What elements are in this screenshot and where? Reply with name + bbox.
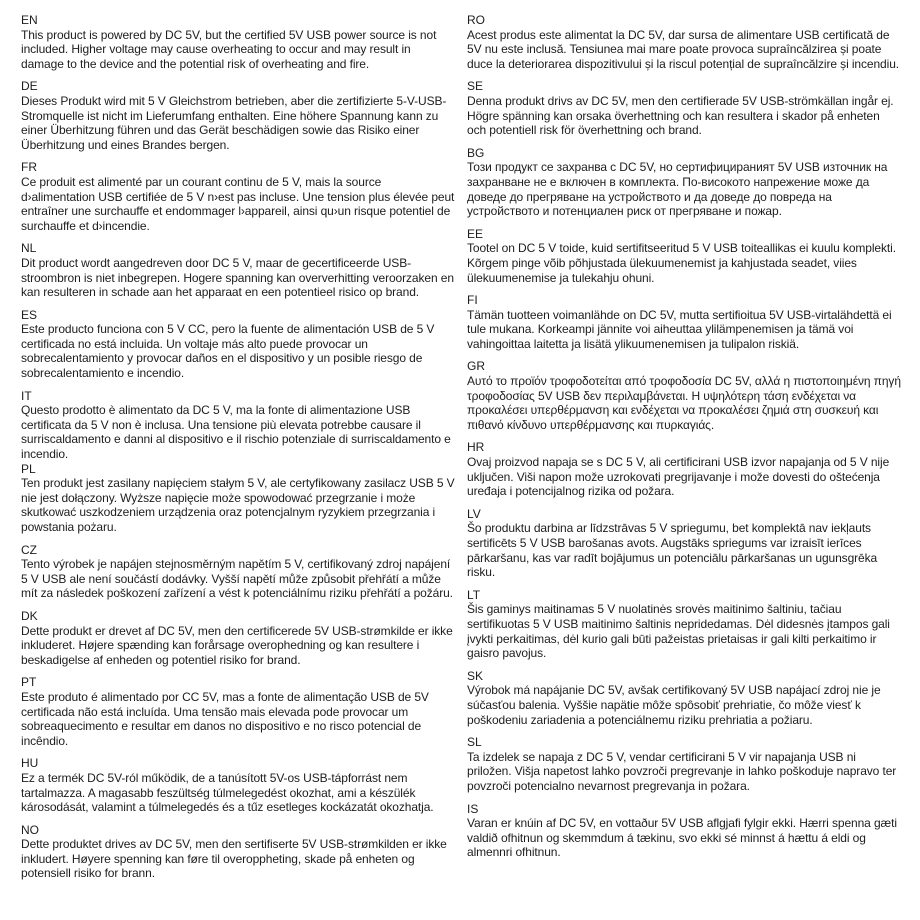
lang-section-en [21, 13, 455, 71]
lang-text: Dieses Produkt wird mit 5 V Gleichstrom betrieben, aber die zertifizierte 5-V-USB-Stromquelle ist nicht im Lieferumfang enthalten. Eine höhere Spannung kann zu einer Überhitzung führen und das Gerät beschädigen sowie das Risiko einer Überhitzung und eines Brandes bergen. [21, 93, 447, 152]
lang-code: IS [467, 801, 479, 816]
lang-section-fr [21, 160, 455, 233]
lang-code: ES [21, 307, 38, 322]
lang-text: Dette produkt er drevet af DC 5V, men den certificerede 5V USB-strømkilde er ikke inkluderet. Højere spænding kan forårsage overophedning og kan resultere i beskadigelse af enheden og potentiel risiko for brand. [21, 623, 453, 667]
lang-section-sl [467, 735, 901, 793]
lang-text: Ta izdelek se napaja z DC 5 V, vendar certificirani 5 V vir napajanja USB ni priložen. Višja napetost lahko povzroči pregrevanje in lahko poškoduje napravo ter povzroči potencialno nevarnost pregrevanja in požara. [467, 749, 897, 793]
lang-text: Šo produktu darbina ar līdzstrāvas 5 V spriegumu, bet komplektā nav iekļauts sertificēts 5 V USB barošanas avots. Augstāks spriegums var izraisīt ierīces pārkaršanu, kas var radīt bojājumus un potenciālu pārkaršanas un ugunsgrēka risku. [467, 521, 878, 580]
lang-text: Dette produktet drives av DC 5V, men den sertifiserte 5V USB-strømkilden er ikke inkludert. Høyere spenning kan føre til overoppheting, skade på enheten og potensiell risiko for brann. [21, 837, 447, 881]
lang-code: LT [467, 587, 481, 602]
lang-section-cz [21, 543, 455, 601]
lang-code: LV [467, 506, 481, 521]
lang-section-no [21, 823, 455, 881]
lang-text: Tämän tuotteen voimanlähde on DC 5V, mutta sertifioitua 5V USB-virtalähdettä ei tule mukana. Korkeampi jännite voi aiheuttaa ylilämpenemisen ja tämä voi vahingoittaa laitetta ja lisätä ylikuumenemisen ja tulipalon riskiä. [467, 307, 892, 351]
lang-section-gr [467, 359, 901, 432]
lang-section-pl [21, 462, 455, 535]
lang-text: Ce produit est alimenté par un courant continu de 5 V, mais la source d›alimentation USB certifiée de 5 V n›est pas incluse. Une tension plus élevée peut entraîner une surchauffe et endommager l›appareil, ainsi qu›un risque potentiel de surchauffe et d›incendie. [21, 174, 455, 233]
lang-section-es [21, 308, 455, 381]
lang-section-lv [467, 507, 901, 580]
lang-text: Ovaj proizvod napaja se s DC 5 V, ali certificirani USB izvor napajanja od 5 V nije uključen. Viši napon može uzrokovati pregrijavanje i može dovesti do oštećenja uređaja i potencijalnog rizika od požara. [467, 455, 890, 499]
lang-code: PL [21, 461, 36, 476]
lang-text: Este producto funciona con 5 V CC, pero la fuente de alimentación USB de 5 V certificada no está incluida. Un voltaje más alto puede provocar un sobrecalentamiento y provocar daños en el dispositivo y un posible riesgo de sobrecalentamiento e incendio. [21, 322, 435, 381]
lang-code: EE [467, 226, 484, 241]
lang-text: Tento výrobek je napájen stejnosměrným napětím 5 V, certifikovaný zdroj napájení 5 V USB ale není součástí dodávky. Vyšší napětí může způsobit přehřátí a může mít za následek poškození zařízení a vést k potenciálnímu riziku přehřátí a požáru. [21, 557, 453, 601]
lang-code: CZ [21, 542, 37, 557]
lang-code: SE [467, 79, 484, 94]
lang-section-se [467, 79, 901, 137]
lang-text: Ez a termék DC 5V-ról működik, de a tanúsított 5V-os USB-tápforrást nem tartalmazza. A magasabb feszültség túlmelegedést okozhat, ami a készülék károsodását, valamint a túlmelegedés és a tűz esetleges kockázatát okozhatja. [21, 770, 434, 815]
lang-code: SK [467, 668, 484, 683]
lang-code: FR [21, 160, 37, 175]
lang-text: Dit product wordt aangedreven door DC 5 V, maar de gecertificeerde USB-stroombron is niet inbegrepen. Hogere spanning kan oververhitting veroorzaken en kan resulteren in schade aan het apparaat en een potentieel risico op brand. [21, 255, 454, 300]
lang-text: Šis gaminys maitinamas 5 V nuolatinės srovės maitinimo šaltiniu, tačiau sertifikuotas 5 V USB maitinimo šaltinis nepridedamas. Dėl didesnės įtampos gali įvykti perkaitimas, dėl kurio gali būti pažeistas prietaisas ir gali kilti perkaitimo ir gaisro pavojus. [467, 602, 890, 661]
lang-text: Este produto é alimentado por CC 5V, mas a fonte de alimentação USB de 5V certificada não está incluída. Uma tensão mais elevada pode provocar um sobreaquecimento e resultar em danos no dispositivo e no risco potencial de incêndio. [21, 689, 429, 748]
lang-code: IT [21, 388, 32, 403]
lang-text: Tootel on DC 5 V toide, kuid sertifitseeritud 5 V USB toiteallikas ei kuulu komplekti. Kõrgem pinge võib põhjustada ülekuumenemist ja kahjustada seadet, viies ülekuumenemise ja tulekahju ohuni. [467, 241, 896, 285]
lang-code: RO [467, 13, 485, 27]
lang-text: Acest produs este alimentat la DC 5V, dar sursa de alimentare USB certificată de 5V nu este inclusă. Tensiunea mai mare poate provoca supraîncălzirea și poate duce la deteriorarea dispozitivului și la riscul potențial de supraîncălzire și incendiu. [467, 27, 900, 71]
lang-code: DE [21, 79, 38, 94]
lang-code: NO [21, 822, 39, 837]
lang-section-hr [467, 440, 901, 498]
lang-section-ee [467, 227, 901, 285]
lang-section-bg [467, 146, 901, 219]
lang-text: Výrobok má napájanie DC 5V, avšak certifikovaný 5V USB napájací zdroj nie je súčasťou balenia. Vyššie napätie môže spôsobiť prehriatie, čo môže viesť k poškodeniu zariadenia a potenciálnemu riziku prehriatia a požiaru. [467, 683, 881, 727]
lang-section-nl [21, 241, 455, 299]
right-column [467, 13, 901, 889]
lang-code: NL [21, 241, 37, 256]
lang-text: Ten produkt jest zasilany napięciem stałym 5 V, ale certyfikowany zasilacz USB 5 V nie jest dołączony. Wyższe napięcie może spowodować przegrzanie i może skutkować uszkodzeniem urządzenia oraz potencjalnym ryzykiem przegrzania i powstania pożaru. [21, 476, 455, 534]
lang-section-dk [21, 609, 455, 667]
lang-text: Този продукт се захранва с DC 5V, но сертифицираният 5V USB източник на захранване не е включен в комплекта. По-високото напрежение може да доведе до прегряване на устройството и да доведе до повреда на устройството и потенциален риск от прегряване и пожар. [467, 160, 888, 219]
lang-section-fi [467, 293, 901, 351]
lang-section-it [21, 389, 455, 462]
lang-text: Denna produkt drivs av DC 5V, men den certifierade 5V USB-strömkällan ingår ej. Högre spänning kan orsaka överhettning och kan resultera i skador på enheten och potentiell risk för överhettning och brand. [467, 93, 894, 138]
lang-text: Αυτό το προϊόν τροφοδοτείται από τροφοδοσία DC 5V, αλλά η πιστοποιημένη πηγή τροφοδοσίας 5V USB δεν περιλαμβάνεται. Η υψηλότερη τάση ενδέχεται να προκαλέσει υπερθέρμανση και ενδέχεται να προκαλέσει ζημιά στη συσκευή και πιθανό κίνδυνο υπερθέρμανσης και πυρκαγιάς. [467, 374, 901, 432]
lang-text: Questo prodotto è alimentato da DC 5 V, ma la fonte di alimentazione USB certificata da 5 V non è inclusa. Una tensione più elevata potrebbe causare il surriscaldamento e danni al dispositivo e il rischio potenziale di surriscaldamento e incendio. [21, 403, 451, 462]
lang-code: FI [467, 293, 478, 308]
lang-code: PT [21, 675, 37, 690]
lang-section-sk [467, 669, 901, 727]
lang-code: BG [467, 145, 485, 160]
lang-section-pt [21, 675, 455, 748]
lang-code: EN [21, 13, 38, 27]
lang-section-is [467, 802, 901, 860]
lang-code: DK [21, 608, 38, 623]
lang-section-ro [467, 13, 901, 71]
lang-text: This product is powered by DC 5V, but the certified 5V USB power source is not included. Higher voltage may cause overheating to occur and may result in damage to the device and the potential risk of overheating and fire. [21, 27, 437, 71]
lang-code: GR [467, 359, 485, 374]
left-column [21, 13, 455, 889]
lang-text: Varan er knúin af DC 5V, en vottaður 5V USB aflgjafi fylgir ekki. Hærri spenna gæti valdið ofhitnun og skemmdum á tækinu, svo ekki sé minnst á hættu á eldi og almennri ofhitnun. [467, 816, 897, 860]
lang-code: HR [467, 440, 485, 455]
lang-section-hu [21, 756, 455, 814]
lang-section-de [21, 79, 455, 152]
lang-section-lt [467, 588, 901, 661]
lang-code: SL [467, 735, 482, 750]
lang-code: HU [21, 756, 39, 771]
